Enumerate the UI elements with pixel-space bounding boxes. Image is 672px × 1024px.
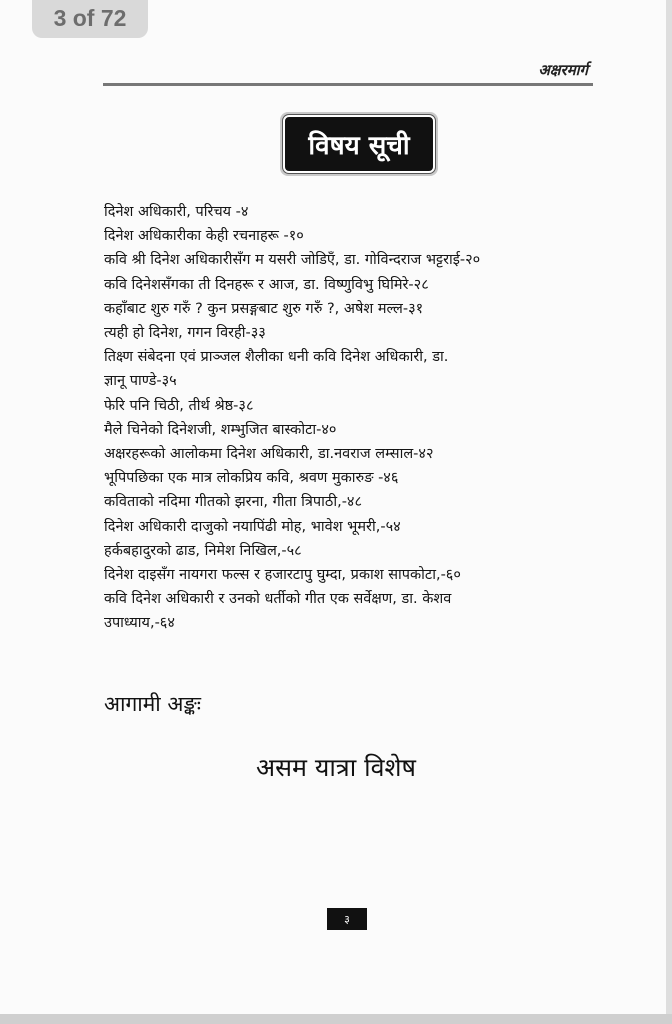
toc-line: अक्षरहरूको आलोकमा दिनेश अधिकारी, डा.नवराज लम्साल-४२ [104, 446, 434, 463]
toc-line: कवि श्री दिनेश अधिकारीसँग म यसरी जोडिएँ, डा. गोविन्दराज भट्टराई-२० [104, 252, 481, 269]
page-number: ३ [327, 908, 367, 930]
upcoming-issue-label: आगामी अङ्कः [104, 692, 201, 716]
page-edge-bottom [0, 1014, 672, 1024]
toc-line: कवि दिनेश अधिकारी र उनको धर्तीको गीत एक सर्वेक्षण, डा. केशव [104, 591, 452, 608]
toc-line: दिनेश दाइसँग नायगरा फल्स र हजारटापु घुम्दा, प्रकाश सापकोटा,-६० [104, 567, 461, 584]
magazine-title: अक्षरमार्ग [538, 61, 588, 79]
toc-line: त्यही हो दिनेश, गगन विरही-३३ [104, 325, 266, 342]
toc-line: दिनेश अधिकारी, परिचय -४ [104, 204, 249, 220]
toc-line: कविताको नदिमा गीतको झरना, गीता त्रिपाठी,-४८ [104, 494, 363, 511]
toc-heading: विषय सूची [283, 115, 435, 173]
toc-line: तिक्ष्ण संबेदना एवं प्राञ्जल शैलीका धनी कवि दिनेश अधिकारी, डा. [104, 349, 449, 366]
page-counter-badge: 3 of 72 [32, 0, 148, 38]
toc-line: ज्ञानू पाण्डे-३५ [104, 373, 177, 390]
toc-list [104, 200, 604, 636]
toc-line: कहाँबाट शुरु गरुँ ? कुन प्रसङ्गबाट शुरु गरुँ ?, अषेश मल्ल-३१ [104, 300, 424, 317]
page-edge-right [666, 0, 672, 1024]
toc-heading-frame [280, 112, 438, 176]
toc-line: उपाध्याय,-६४ [104, 615, 175, 632]
toc-line: कवि दिनेशसँगका ती दिनहरू र आज, डा. विष्णुविभु घिमिरे-२८ [104, 276, 429, 293]
toc-line: मैले चिनेको दिनेशजी, शम्भुजित बास्कोटा-४० [104, 421, 337, 438]
upcoming-issue-title: असम यात्रा विशेष [256, 753, 416, 782]
toc-line: दिनेश अधिकारीका केही रचनाहरू -१० [104, 228, 304, 245]
header-divider [103, 83, 593, 86]
toc-line: भूपिपछिका एक मात्र लोकप्रिय कवि, श्रवण मुकारुङ -४६ [104, 470, 399, 487]
toc-line: हर्कबहादुरको ढाड, निमेश निखिल,-५८ [104, 542, 302, 559]
toc-line: फेरि पनि चिठी, तीर्थ श्रेष्ठ-३८ [104, 397, 254, 414]
toc-line: दिनेश अधिकारी दाजुको नयापिंढी मोह, भावेश भूमरी,-५४ [104, 518, 401, 535]
